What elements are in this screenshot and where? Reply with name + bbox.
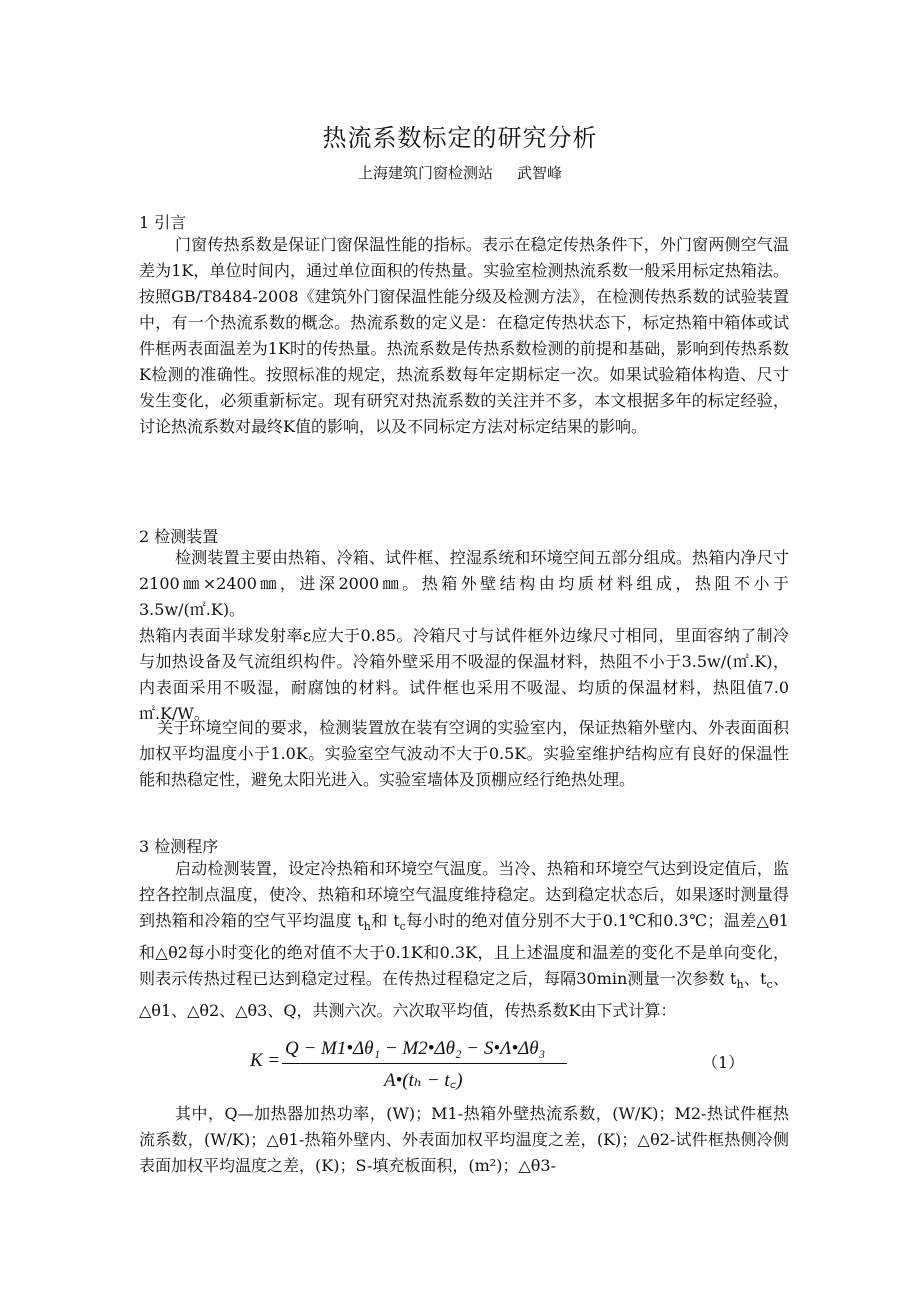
section-3-heading: 3 检测程序: [139, 837, 219, 856]
symbol-tc: $t_c$: [393, 911, 406, 934]
symbol-th: $t_h$: [357, 911, 371, 934]
section-2-paragraph-1: 检测装置主要由热箱、冷箱、试件框、控湿系统和环境空间五部分组成。热箱内净尺寸2100㎜×2400㎜，进深2000㎜。热箱外壁结构由均质材料组成，热阻不小于3.5w/(㎡.K)。: [139, 548, 789, 619]
equation-number: （1）: [702, 1053, 745, 1072]
section-1-heading: 1 引言: [139, 213, 187, 232]
fraction-bar: [282, 1063, 567, 1064]
section-2-paragraph-3: 关于环境空间的要求，检测装置放在装有空调的实验室内，保证热箱外壁内、外表面面积加权平均温度小于1.0K。实验室空气波动不大于0.5K。实验室维护结构应有良好的保温性能和热稳定性，避免太阳光进入。实验室墙体及顶棚应经行绝热处理。: [139, 718, 789, 789]
para-text: 、△θ1、△θ2、△θ3、Q，共测六次。六次取平均值，传热系数K由下式计算：: [139, 969, 789, 1021]
equation-denominator: A•(tₕ − t꜀): [384, 1070, 463, 1091]
symbol-th: $t_h$: [730, 969, 744, 992]
section-2-heading: 2 检测装置: [139, 527, 219, 546]
equation-lhs: K =: [250, 1050, 281, 1071]
paper-title: 热流系数标定的研究分析: [322, 124, 598, 152]
byline: [0, 162, 920, 183]
text-and: 和: [371, 911, 388, 930]
equation-numerator: Q − M1•Δθ₁ − M2•Δθ₂ − S•Λ•Δθ₃: [285, 1038, 546, 1059]
author: 武智峰: [517, 164, 563, 182]
para-text: 启动检测装置，设定冷热箱和环境空气温度。当冷、热箱和环境空气达到设定值后，监控各控制点温度，使冷、热箱和环境空气温度维持稳定。达到稳定状态后，如果逐时测量得到热箱和冷箱的空气平均温度: [139, 859, 789, 930]
equation-1: [250, 1038, 730, 1090]
section-3-paragraph: 启动检测装置，设定冷热箱和环境空气温度。当冷、热箱和环境空气达到设定值后，监控各控制点温度，使冷、热箱和环境空气温度维持稳定。达到稳定状态后，如果逐时测量得到热箱和冷箱的空气平均温度 $t_h$和 $t_c$每小时的绝对值分别不大于0.1℃和0.3℃；温差△θ1和△θ2每小时变化的绝对值不大于0.1K和0.3K，且上述温度和温差的变化不是单向变化，则表示传热过程已达到稳定过程。在传热过程稳定之后，每隔30min测量一次参数 $t_h$、$t_c$、△θ1、△θ2、△θ3、Q，共测六次。六次取平均值，传热系数K由下式计算：: [139, 859, 789, 1021]
variable-definitions: 其中，Q—加热器加热功率，(W)；M1-热箱外壁热流系数，(W/K)；M2-热试件框热流系数，(W/K)；△θ1-热箱外壁内、外表面加权平均温度之差，(K)；△θ2-试件框热侧冷侧表面加权平均温度之差，(K)；S-填充板面积，(m²)；△θ3-: [139, 1104, 789, 1175]
symbol-tc: $t_c$: [760, 969, 773, 992]
para-text: 每小时的绝对值分别不大于0.1℃和0.3℃；温差△θ1和△θ2每小时变化的绝对值不大于0.1K和0.3K，且上述温度和温差的变化不是单向变化，则表示传热过程已达到稳定过程。在传热过程稳定之后，每隔30min测量一次参数: [139, 911, 789, 989]
section-2-paragraph-2: 热箱内表面半球发射率ε应大于0.85。冷箱尺寸与试件框外边缘尺寸相同，里面容纳了制冷与加热设备及气流组织构件。冷箱外壁采用不吸湿的保温材料，热阻不小于3.5w/(㎡.K)，内表面采用不吸湿，耐腐蚀的材料。试件框也采用不吸湿、均质的保温材料，热阻值7.0㎡.K/W。: [139, 626, 789, 723]
section-1-paragraph: 门窗传热系数是保证门窗保温性能的指标。表示在稳定传热条件下，外门窗两侧空气温差为1K，单位时间内，通过单位面积的传热量。实验室检测热流系数一般采用标定热箱法。按照GB/T8484-2008《建筑外门窗保温性能分级及检测方法》，在检测传热系数的试验装置中，有一个热流系数的概念。热流系数的定义是：在稳定传热状态下，标定热箱中箱体或试件框两表面温差为1K时的传热量。热流系数是传热系数检测的前提和基础，影响到传热系数K检测的准确性。按照标准的规定，热流系数每年定期标定一次。如果试验箱体构造、尺寸发生变化，必须重新标定。现有研究对热流系数的关注并不多，本文根据多年的标定经验，讨论热流系数对最终K值的影响，以及不同标定方法对标定结果的影响。: [139, 235, 789, 436]
affiliation: 上海建筑门窗检测站: [357, 164, 493, 182]
